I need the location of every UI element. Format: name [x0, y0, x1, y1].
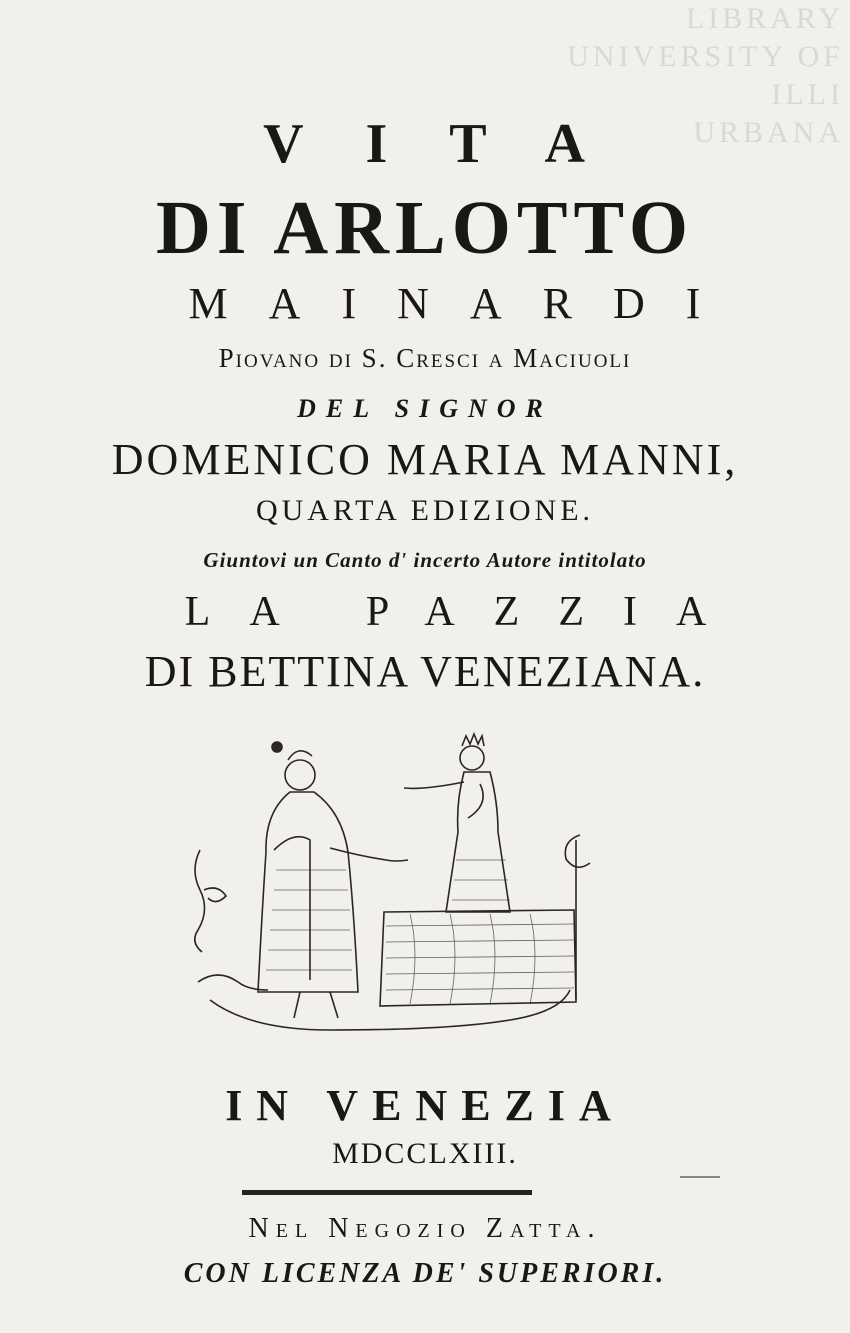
title-vita: VITA [263, 113, 647, 175]
author-name: DOMENICO MARIA MANNI, [111, 435, 739, 484]
edition: QUARTA EDIZIONE. [255, 494, 595, 527]
divider-rule [242, 1190, 532, 1195]
engraving-illustration-icon [180, 730, 600, 1060]
title-di-arlotto: DI ARLOTTO [156, 186, 694, 270]
subtitle-piovano: Piovano di S. Cresci a Maciuoli [218, 343, 632, 373]
title-mainardi: MAINARDI [188, 279, 742, 328]
stamp-line-1: LIBRARY [685, 2, 844, 35]
title-la-pazzia: LA PAZZIA [184, 589, 746, 635]
del-signor: DEL SIGNOR [297, 394, 553, 423]
title-bettina: DI BETTINA VENEZIANA. [144, 647, 706, 696]
imprint-licence: CON LICENZA DE' SUPERIORI. [183, 1258, 667, 1289]
margin-mark [680, 1176, 720, 1178]
stamp-line-2: UNIVERSITY OF ILLI [567, 40, 844, 111]
imprint-year: MDCCLXIII. [332, 1137, 518, 1170]
imprint-place: IN VENEZIA [225, 1081, 625, 1130]
giuntovi-line: Giuntovi un Canto d' incerto Autore intitolato [203, 548, 647, 572]
stamp-line-3: URBANA [693, 116, 844, 149]
imprint-publisher: Nel Negozio Zatta. [248, 1213, 602, 1244]
